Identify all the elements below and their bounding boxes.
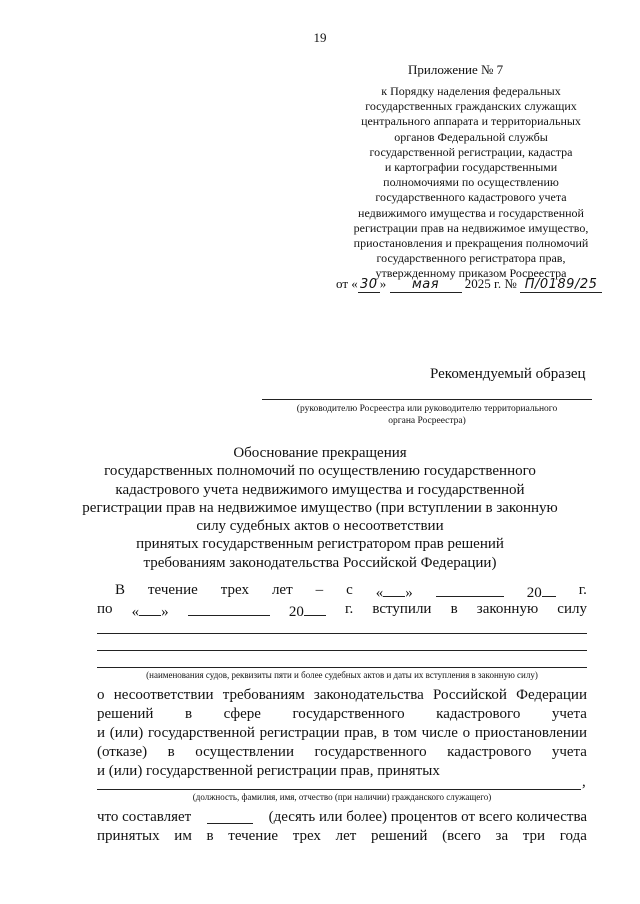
appendix-line: утвержденному приказом Росреестра [375, 266, 567, 281]
body-line-1 [115, 582, 587, 602]
word: сфере [223, 706, 261, 722]
word: (всего [442, 828, 481, 844]
day-field: « » [132, 601, 169, 621]
word: требованиям [222, 687, 305, 703]
word: за [495, 828, 509, 844]
word: в [450, 601, 458, 617]
word: силу [557, 601, 587, 617]
word: течение [148, 582, 198, 598]
word: года [559, 828, 587, 844]
word: государственного [292, 706, 405, 722]
word: по [97, 601, 113, 617]
word: государственного [314, 744, 427, 760]
word: Российской [433, 687, 507, 703]
year-field: 20 [527, 582, 556, 602]
word: Федерации [516, 687, 587, 703]
word: (или) [109, 725, 144, 741]
word: приостановлении [474, 725, 587, 741]
paragraph-line [97, 706, 587, 723]
word: осуществлении [195, 744, 294, 760]
word: в [206, 828, 214, 844]
paragraph2-line-2 [97, 828, 587, 845]
word: решений [97, 706, 154, 722]
appendix-line: приостановления и прекращения полномочий [353, 236, 589, 251]
word: решений [370, 828, 428, 844]
appendix-reference [320, 84, 622, 282]
word: трех [292, 828, 321, 844]
word: законную [476, 601, 539, 617]
appendix-line: государственного кадастрового учета [375, 190, 567, 205]
word: кадастрового [436, 706, 521, 722]
word: принятых [97, 828, 160, 844]
word: том [393, 725, 417, 741]
appendix-line: полномочиями по осуществлению [383, 175, 559, 190]
courts-line [97, 667, 587, 668]
appendix-line: государственных гражданских служащих [365, 99, 577, 114]
month-field [188, 601, 270, 616]
page-number: 19 [313, 30, 327, 45]
count-field [207, 809, 253, 824]
official-line [97, 789, 581, 790]
date-day: 30 [358, 277, 380, 293]
title-line: кадастрового учета недвижимого имущества и государственной [115, 481, 525, 498]
phrase: что составляет [97, 809, 192, 825]
word: лет [335, 828, 357, 844]
word: с [346, 582, 353, 598]
word: в [184, 706, 193, 722]
order-number: П/0189/25 [520, 277, 602, 293]
word: кадастрового [447, 744, 532, 760]
word: о [462, 725, 471, 741]
word: учета [551, 744, 587, 760]
word: числе [421, 725, 458, 741]
word: в [167, 744, 175, 760]
courts-line [97, 633, 587, 634]
word: о [97, 687, 105, 703]
word: трех [220, 582, 249, 598]
paragraph-line [97, 687, 587, 704]
order-date-line [336, 276, 602, 293]
addressee-caption [262, 403, 592, 427]
month-field [436, 582, 504, 597]
date-month: мая [390, 277, 462, 293]
title-line: Обоснование прекращения [233, 445, 407, 461]
word: течение [228, 828, 279, 844]
appendix-line: к Порядку наделения федеральных [381, 84, 561, 98]
word: г. [345, 601, 354, 617]
word: регистрации [259, 725, 340, 741]
courts-line [97, 650, 587, 651]
comma: , [582, 774, 586, 790]
word: законодательства [313, 687, 424, 703]
word: государственной [147, 725, 255, 741]
appendix-title: Приложение № 7 [408, 62, 504, 77]
title-line: принятых государственным регистратором прав решений [136, 536, 504, 553]
appendix-line: недвижимого имущества и государственной [358, 205, 584, 220]
title-line: регистрации прав на недвижимое имущество (при вступлении в законную [82, 499, 558, 516]
word: прав, [344, 725, 378, 741]
word: в [382, 725, 390, 741]
addressee-line [262, 399, 592, 400]
phrase: (десять или более) процентов от всего количества [268, 809, 587, 825]
appendix-line: центрального аппарата и территориальных [361, 114, 581, 129]
appendix-line: и картографии государственными [384, 160, 558, 175]
appendix-line: регистрации прав на недвижимое имущество, [353, 220, 589, 235]
word: – [315, 582, 324, 598]
word: вступили [372, 601, 432, 617]
caption-line: (руководителю Росреестра или руководителю территориального [296, 404, 558, 414]
courts-caption: (наименования судов, реквизиты пяти и более судебных актов и даты их вступления в законную силу) [146, 670, 538, 680]
official-caption: (должность, фамилия, имя, отчество (при наличии) гражданского служащего) [192, 792, 492, 802]
body-line-2 [97, 601, 587, 621]
word: В [115, 582, 126, 598]
date-quote: » [379, 276, 387, 291]
caption-line: органа Росреестра) [388, 416, 466, 426]
word: учета [551, 706, 587, 722]
appendix-line: государственного регистратора прав, [376, 251, 566, 266]
title-line: силу судебных актов о несоответствии [196, 518, 444, 535]
date-year: 2025 г. № [464, 276, 517, 291]
word: им [174, 828, 192, 844]
word: несоответствии [113, 687, 214, 703]
appendix-line: государственной регистрации, кадастра [369, 144, 573, 159]
document-title [60, 444, 580, 572]
recommended-sample: Рекомендуемый образец [430, 366, 586, 382]
paragraph-line [97, 744, 587, 761]
day-field: « » [376, 582, 413, 602]
paragraph2-line-1 [97, 809, 587, 826]
appendix-line: органов Федеральной службы [394, 129, 548, 144]
word: лет [271, 582, 293, 598]
word: и [97, 725, 106, 741]
paragraph-line [97, 725, 587, 742]
title-line: государственных полномочий по осуществлению государственного [104, 463, 536, 480]
paragraph-line-last: и (или) государственной регистрации прав, принятых [97, 763, 440, 779]
word: три [522, 828, 546, 844]
word: г. [578, 582, 587, 598]
date-prefix: от « [336, 276, 358, 291]
year-field: 20 [289, 601, 326, 621]
title-line: требованиям законодательства Российской Федерации) [143, 554, 497, 571]
word: (отказе) [97, 744, 148, 760]
